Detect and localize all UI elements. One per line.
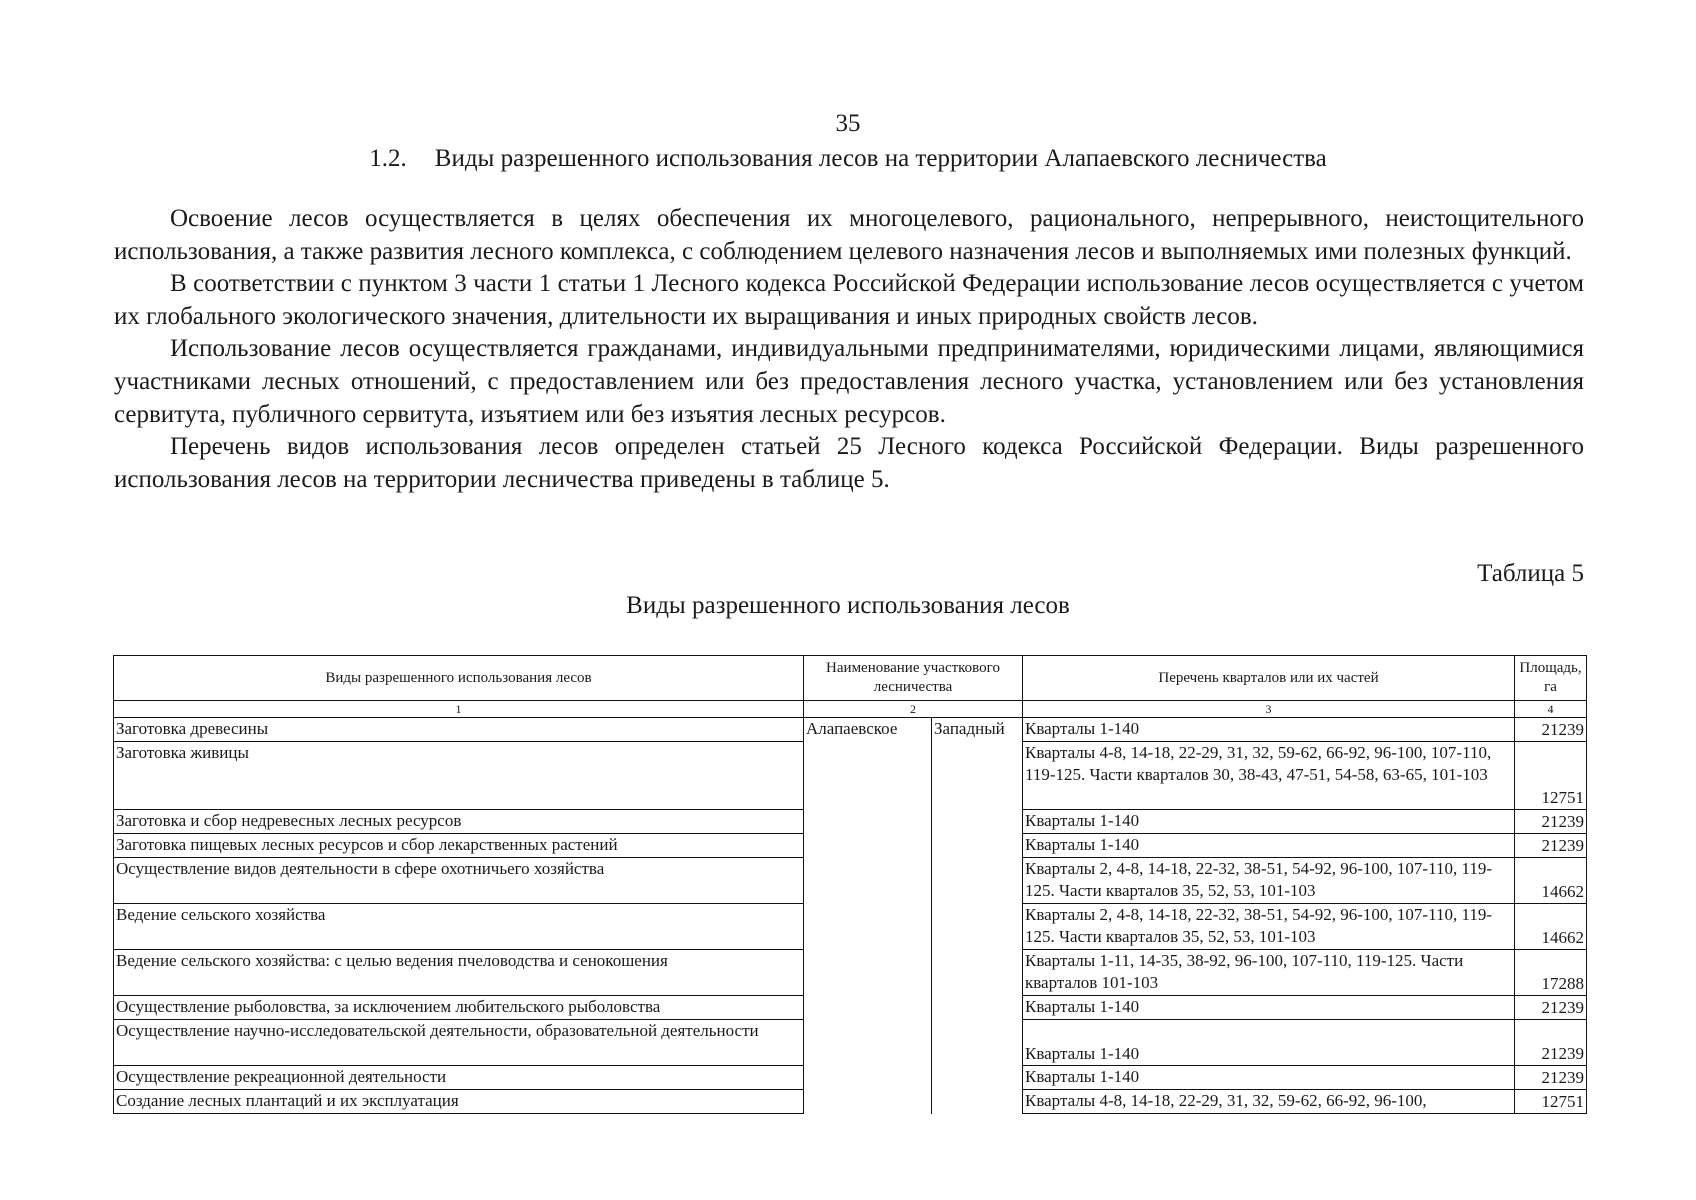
use-type-cell: Заготовка живицы — [114, 742, 804, 810]
use-type-cell: Ведение сельского хозяйства — [114, 904, 804, 950]
land-use-table — [113, 655, 1587, 1114]
use-type-cell: Заготовка пищевых лесных ресурсов и сбор лекарственных растений — [114, 834, 804, 858]
table-row — [114, 1066, 1587, 1090]
body-text — [114, 203, 1584, 496]
paragraph: Освоение лесов осуществляется в целях обеспечения их многоцелевого, рационального, непрерывного, неистощительного использования, а также развития лесного комплекса, с соблюдением целевого назначения лесов и выполняемых ими полезных функций. — [114, 205, 1584, 265]
section-heading — [0, 145, 1696, 173]
use-type-cell: Ведение сельского хозяйства: с целью ведения пчеловодства и сенокошения — [114, 950, 804, 996]
table-title: Виды разрешенного использования лесов — [626, 592, 1070, 619]
use-type-cell: Осуществление рекреационной деятельности — [114, 1066, 804, 1090]
area-cell: 17288 — [1515, 950, 1587, 996]
area-cell: 14662 — [1515, 858, 1587, 904]
forestry-name-cell: Алапаевское — [804, 718, 932, 742]
column-number: 4 — [1515, 701, 1587, 718]
quarters-cell: Кварталы 1-140 — [1023, 718, 1515, 742]
quarters-cell: Кварталы 1-140 — [1023, 1066, 1515, 1090]
table-row — [114, 1020, 1587, 1066]
table-row — [114, 718, 1587, 742]
use-type-cell: Создание лесных плантаций и их эксплуатация — [114, 1090, 804, 1114]
quarters-cell: Кварталы 2, 4-8, 14-18, 22-32, 38-51, 54-92, 96-100, 107-110, 119-125. Части кварталов 35, 52, 53, 101-103 — [1023, 858, 1515, 904]
quarters-cell: Кварталы 1-11, 14-35, 38-92, 96-100, 107-110, 119-125. Части кварталов 101-103 — [1023, 950, 1515, 996]
paragraph: В соответствии с пунктом 3 части 1 статьи 1 Лесного кодекса Российской Федерации использование лесов осуществляется с учетом их глобального экологического значения, длительности их выращивания и иных природных свойств лесов. — [114, 270, 1584, 330]
table-row — [114, 810, 1587, 834]
section-number: 1.2. — [369, 145, 407, 172]
quarters-cell: Кварталы 1-140 — [1023, 834, 1515, 858]
district-name-cell: Западный — [932, 718, 1023, 742]
use-type-cell: Заготовка древесины — [114, 718, 804, 742]
column-number: 2 — [804, 701, 1023, 718]
column-number: 3 — [1023, 701, 1515, 718]
page-number: 35 — [835, 110, 861, 137]
quarters-cell: Кварталы 1-140 — [1023, 810, 1515, 834]
area-cell: 12751 — [1515, 742, 1587, 810]
header-forestry: Наименование участкового лесничества — [804, 656, 1023, 701]
area-cell: 21239 — [1515, 996, 1587, 1020]
use-type-cell: Осуществление рыболовства, за исключением любительского рыболовства — [114, 996, 804, 1020]
column-number-row — [114, 701, 1587, 718]
area-cell: 21239 — [1515, 834, 1587, 858]
table-row — [114, 834, 1587, 858]
table-label: Таблица 5 — [1477, 560, 1584, 587]
table-row — [114, 904, 1587, 950]
section-title: Виды разрешенного использования лесов на территории Алапаевского лесничества — [434, 145, 1327, 172]
area-cell: 21239 — [1515, 718, 1587, 742]
table-header-row — [114, 656, 1587, 701]
header-type: Виды разрешенного использования лесов — [114, 656, 804, 701]
quarters-cell: Кварталы 1-140 — [1023, 996, 1515, 1020]
table-row — [114, 742, 1587, 810]
area-cell: 14662 — [1515, 904, 1587, 950]
area-cell: 21239 — [1515, 810, 1587, 834]
table-row — [114, 858, 1587, 904]
use-type-cell: Заготовка и сбор недревесных лесных ресурсов — [114, 810, 804, 834]
area-cell: 21239 — [1515, 1066, 1587, 1090]
header-quarters: Перечень кварталов или их частей — [1023, 656, 1515, 701]
quarters-cell: Кварталы 2, 4-8, 14-18, 22-32, 38-51, 54-92, 96-100, 107-110, 119-125. Части кварталов 35, 52, 53, 101-103 — [1023, 904, 1515, 950]
table-row — [114, 996, 1587, 1020]
quarters-cell: Кварталы 4-8, 14-18, 22-29, 31, 32, 59-62, 66-92, 96-100, — [1023, 1090, 1515, 1114]
area-cell: 12751 — [1515, 1090, 1587, 1114]
quarters-cell: Кварталы 1-140 — [1023, 1020, 1515, 1066]
use-type-cell: Осуществление видов деятельности в сфере охотничьего хозяйства — [114, 858, 804, 904]
area-cell: 21239 — [1515, 1020, 1587, 1066]
paragraph: Использование лесов осуществляется гражданами, индивидуальными предпринимателями, юридическими лицами, являющимися участниками лесных отношений, с предоставлением или без предоставления лесного участка, установлением или без установления сервитута, публичного сервитута, изъятием или без изъятия лесных ресурсов. — [114, 335, 1584, 428]
table-row — [114, 1090, 1587, 1114]
column-number: 1 — [114, 701, 804, 718]
header-area: Площадь, га — [1515, 656, 1587, 701]
quarters-cell: Кварталы 4-8, 14-18, 22-29, 31, 32, 59-62, 66-92, 96-100, 107-110, 119-125. Части кварталов 30, 38-43, 47-51, 54-58, 63-65, 101-103 — [1023, 742, 1515, 810]
paragraph: Перечень видов использования лесов определен статьей 25 Лесного кодекса Российской Федерации. Виды разрешенного использования лесов на территории лесничества приведены в таблице 5. — [114, 433, 1584, 493]
table-row — [114, 950, 1587, 996]
use-type-cell: Осуществление научно-исследовательской деятельности, образовательной деятельности — [114, 1020, 804, 1066]
